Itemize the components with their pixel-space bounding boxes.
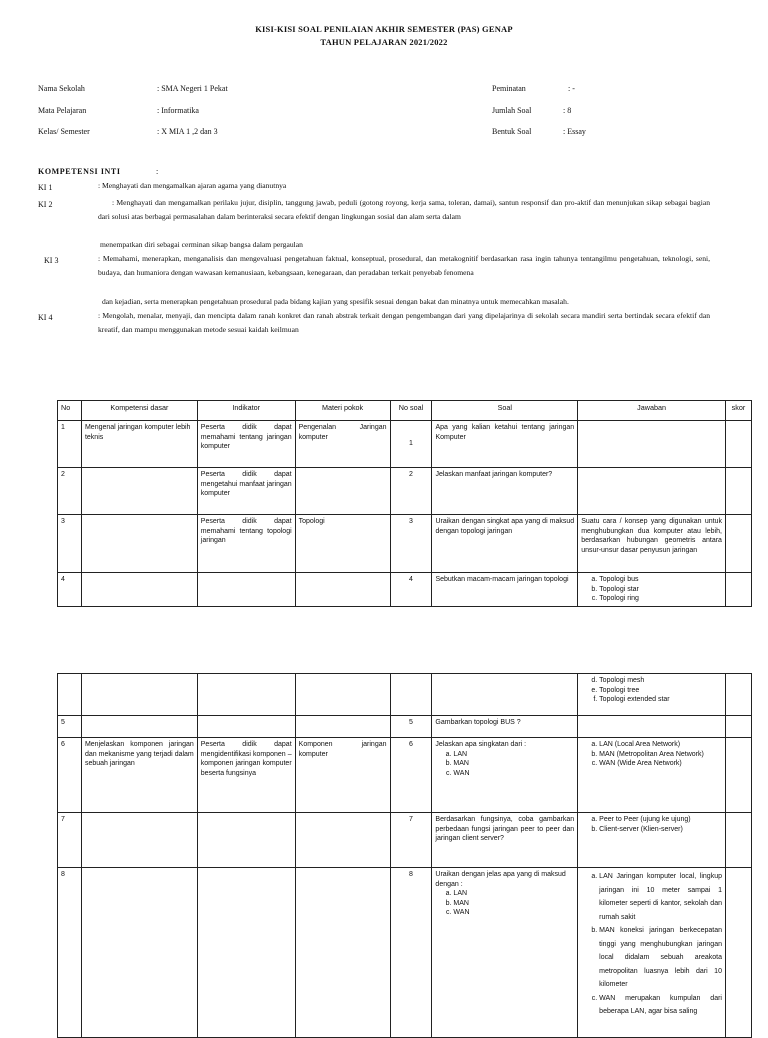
list-item: c. WAN [453, 769, 574, 779]
cell-materi: Topologi [295, 515, 390, 573]
cell-no: 5 [58, 716, 82, 738]
kompetensi-heading: KOMPETENSI INTI [38, 167, 121, 176]
cell-kd [81, 573, 197, 607]
header-soal: Soal [432, 401, 578, 421]
document-subtitle: TAHUN PELAJARAN 2021/2022 [320, 37, 448, 47]
cell-skor [725, 421, 751, 468]
cell-skor [725, 573, 751, 607]
cell-kd [81, 813, 197, 868]
cell-materi: Pengenalan Jaringan komputer [295, 421, 390, 468]
ki2-text-cont: menempatkan diri sebagai cerminan sikap bangsa dalam pergaulan [100, 240, 303, 249]
cell-soal: Uraikan dengan singkat apa yang di maksud dengan topologi jaringan [432, 515, 578, 573]
list-item: b. Client-server (Klien-server) [599, 825, 722, 835]
list-item: c. WAN [453, 908, 574, 918]
cell-soal [432, 738, 578, 813]
ki4-label: KI 4 [38, 313, 53, 322]
ki3-text-cont: dan kejadian, serta menerapkan pengetahuan prosedural pada bidang kajian yang spesifik sesuai dengan bakat dan minatnya untuk memecahkan masalah. [102, 297, 569, 306]
list-item: a. Topologi bus [599, 575, 722, 585]
cell-indikator: Peserta didik dapat memahami tentang jaringan komputer [197, 421, 295, 468]
list-item: b. MAN [453, 759, 574, 769]
cell-nosoal: 5 [390, 716, 432, 738]
header-jawaban: Jawaban [578, 401, 726, 421]
cell-jawaban [578, 868, 726, 1038]
kisi-table [57, 400, 752, 607]
cell-jawaban [578, 813, 726, 868]
cell-jawaban: Suatu cara / konsep yang digunakan untuk menghubungkan dua komputer atau lebih, berdasarkan hubungan geometris antara unsur-unsur dasar penyusun jaringan [578, 515, 726, 573]
meta-value-kelas: : X MIA 1 ,2 dan 3 [157, 127, 218, 136]
cell-nosoal: 6 [390, 738, 432, 813]
cell-nosoal: 1 [390, 421, 432, 468]
jawaban-list [581, 575, 722, 604]
cell-skor [725, 515, 751, 573]
cell-no: 8 [58, 868, 82, 1038]
ki2-text: : Menghayati dan mengamalkan perilaku jujur, disiplin, tanggung jawab, peduli (gotong royong, kerja sama, toleran, damai), santun responsif dan pro-aktif dan menunjukan sikap sebagai bagian dari solusi atas berbagai permasalahan dalam berinteraksi secara efektif dengan lingkungan sosial dan alam serta dalam [98, 198, 710, 221]
ki1-text: : Menghayati dan mengamalkan ajaran agama yang dianutnya [98, 181, 287, 190]
table-header-row [58, 401, 752, 421]
list-item: f. Topologi extended star [599, 695, 722, 705]
meta-label-jumlah: Jumlah Soal [492, 106, 532, 115]
jawaban-list [581, 740, 722, 769]
cell-jawaban [578, 468, 726, 515]
cell-nosoal: 7 [390, 813, 432, 868]
cell-materi [295, 868, 390, 1038]
list-item: d. Topologi mesh [599, 676, 722, 686]
cell-materi: Komponen jaringan komputer [295, 738, 390, 813]
table-row [58, 573, 752, 607]
kompetensi-colon: : [156, 167, 159, 176]
cell-no: 3 [58, 515, 82, 573]
cell-indikator: Peserta didik dapat memahami tentang topologi jaringan [197, 515, 295, 573]
soal-list [435, 889, 574, 918]
cell-kd [81, 515, 197, 573]
list-item: c. WAN merupakan kumpulan dari beberapa LAN, agar bisa saling [599, 992, 722, 1019]
ki1-label: KI 1 [38, 183, 53, 192]
cell-kd [81, 716, 197, 738]
cell-no: 6 [58, 738, 82, 813]
table-row [58, 468, 752, 515]
cell-nosoal: 4 [390, 573, 432, 607]
cell-materi [295, 674, 390, 716]
ki3-label: KI 3 [44, 256, 59, 265]
cell-skor [725, 716, 751, 738]
cell-soal: Jelaskan manfaat jaringan komputer? [432, 468, 578, 515]
cell-no [58, 674, 82, 716]
header-materi-pokok: Materi pokok [295, 401, 390, 421]
cell-no: 2 [58, 468, 82, 515]
cell-indikator [197, 813, 295, 868]
header-no-soal: No soal [390, 401, 432, 421]
header-kompetensi-dasar: Kompetensi dasar [81, 401, 197, 421]
meta-value-jumlah: : 8 [563, 106, 572, 115]
meta-label-peminatan: Peminatan [492, 84, 526, 93]
cell-nosoal: 3 [390, 515, 432, 573]
cell-jawaban [578, 738, 726, 813]
cell-jawaban [578, 716, 726, 738]
cell-soal [432, 868, 578, 1038]
header-skor: skor [725, 401, 751, 421]
cell-skor [725, 674, 751, 716]
cell-indikator: Peserta didik dapat mengidentifikasi komponen –komponen jaringan komputer beserta fungsinya [197, 738, 295, 813]
cell-soal: Apa yang kalian ketahui tentang jaringan Komputer [432, 421, 578, 468]
cell-no: 4 [58, 573, 82, 607]
cell-jawaban [578, 674, 726, 716]
meta-label-sekolah: Nama Sekolah [38, 84, 85, 93]
cell-indikator [197, 868, 295, 1038]
cell-nosoal: 2 [390, 468, 432, 515]
table-row [58, 674, 752, 716]
cell-materi [295, 716, 390, 738]
cell-no: 7 [58, 813, 82, 868]
cell-skor [725, 738, 751, 813]
list-item: a. LAN [453, 889, 574, 899]
ki4-text: : Mengolah, menalar, menyaji, dan mencipta dalam ranah konkret dan ranah abstrak terkait dengan pengembangan dari yang dipelajarinya di sekolah secara mandiri serta bertindak secara efektif dan kreatif, dan mampu menggunakan metode sesuai kaidah keilmuan [98, 311, 710, 334]
meta-label-mapel: Mata Pelajaran [38, 106, 87, 115]
cell-soal: Sebutkan macam-macam jaringan topologi [432, 573, 578, 607]
header-indikator: Indikator [197, 401, 295, 421]
cell-kd [81, 468, 197, 515]
table-row [58, 421, 752, 468]
table-row [58, 813, 752, 868]
soal-list [435, 750, 574, 779]
cell-skor [725, 468, 751, 515]
table-row [58, 868, 752, 1038]
list-item: a. LAN [453, 750, 574, 760]
soal-text: Uraikan dengan jelas apa yang di maksud dengan : [435, 871, 566, 888]
list-item: c. WAN (Wide Area Network) [599, 759, 722, 769]
jawaban-list [581, 815, 722, 834]
table-row [58, 716, 752, 738]
cell-materi [295, 468, 390, 515]
cell-soal: Gambarkan topologi BUS ? [432, 716, 578, 738]
meta-value-sekolah: : SMA Negeri 1 Pekat [157, 84, 228, 93]
cell-kd [81, 868, 197, 1038]
table-row [58, 738, 752, 813]
table-row [58, 515, 752, 573]
document-title: KISI-KISI SOAL PENILAIAN AKHIR SEMESTER (PAS) GENAP [255, 24, 513, 34]
cell-nosoal: 8 [390, 868, 432, 1038]
meta-value-peminatan: : - [568, 84, 575, 93]
soal-text: Jelaskan apa singkatan dari : [435, 741, 527, 748]
cell-kd [81, 674, 197, 716]
list-item: a. LAN Jaringan komputer local, lingkup jaringan ini 10 meter sampai 1 kilometer seperti di kantor, sekolah dan rumah sakit [599, 870, 722, 924]
list-item: a. LAN (Local Area Network) [599, 740, 722, 750]
ki3-text: : Memahami, menerapkan, menganalisis dan mengevaluasi pengetahuan faktual, konseptual, prosedural, dan metakognitif berdasarkan rasa ingin tahunya tentangilmu pengetahuan, teknologi, seni, budaya, dan humaniora dengan wawasan kemanusiaan, kebangsaan, kenegaraan, dan peradaban terkait penyebab fenomena [98, 254, 710, 277]
cell-skor [725, 813, 751, 868]
list-item: e. Topologi tree [599, 686, 722, 696]
list-item: b. Topologi star [599, 585, 722, 595]
cell-indikator [197, 573, 295, 607]
cell-jawaban [578, 421, 726, 468]
cell-skor [725, 868, 751, 1038]
cell-indikator [197, 674, 295, 716]
list-item: c. Topologi ring [599, 594, 722, 604]
jawaban-list [581, 676, 722, 705]
jawaban-list [581, 870, 722, 1019]
meta-value-bentuk: : Essay [563, 127, 586, 136]
meta-label-bentuk: Bentuk Soal [492, 127, 532, 136]
cell-soal: Berdasarkan fungsinya, coba gambarkan perbedaan fungsi jaringan peer to peer dan jaringan client server? [432, 813, 578, 868]
meta-value-mapel: : Informatika [157, 106, 199, 115]
cell-soal [432, 674, 578, 716]
cell-materi [295, 573, 390, 607]
cell-nosoal [390, 674, 432, 716]
list-item: b. MAN [453, 899, 574, 909]
ki2-label: KI 2 [38, 200, 53, 209]
list-item: a. Peer to Peer (ujung ke ujung) [599, 815, 722, 825]
cell-indikator: Peserta didik dapat mengetahui manfaat jaringan komputer [197, 468, 295, 515]
cell-no: 1 [58, 421, 82, 468]
cell-kd: Mengenal jaringan komputer lebih teknis [81, 421, 197, 468]
header-no: No [58, 401, 82, 421]
meta-label-kelas: Kelas/ Semester [38, 127, 90, 136]
list-item: b. MAN (Metropolitan Area Network) [599, 750, 722, 760]
cell-indikator [197, 716, 295, 738]
cell-jawaban [578, 573, 726, 607]
cell-materi [295, 813, 390, 868]
cell-kd: Menjelaskan komponen jaringan dan mekanisme yang terjadi dalam sebuah jaringan [81, 738, 197, 813]
kisi-table-continued [57, 673, 752, 1038]
list-item: b. MAN koneksi jaringan berkecepatan tinggi yang menghubungkan jaringan local didalam sebuah areakota metropolitan luasnya lebih dari 10 kilometer [599, 924, 722, 992]
